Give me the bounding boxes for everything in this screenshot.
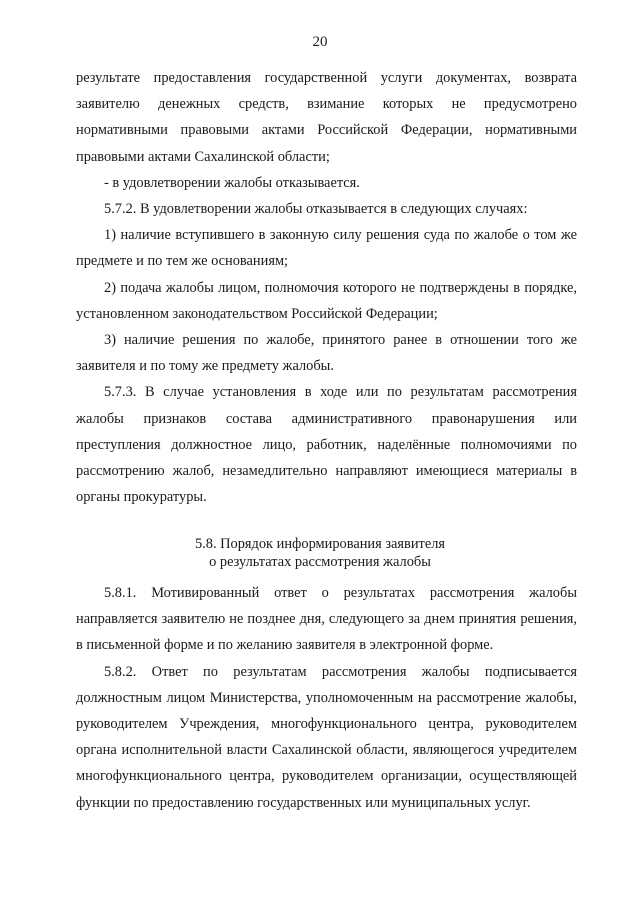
paragraph: 2) подача жалобы лицом, полномочия которого не подтверждены в порядке, установленном законодательством Российской Федерации; xyxy=(76,279,577,322)
paragraph: результате предоставления государственной услуги документах, возврата заявителю денежных средств, взимание которых не предусмотрено нормативными правовыми актами Российской Федерации, нормативными правовыми актами Сахалинской области; xyxy=(76,70,577,165)
paragraph: 5.8.2. Ответ по результатам рассмотрения жалобы подписывается должностным лицом Министерства, уполномоченным на рассмотрение жалобы, руководителем Учреждения, многофункционального центра, руководителем органа исполнительной власти Сахалинской области, являющегося учредителем многофункционального центра, руководителем организации, осуществляющей функции по предоставлению государственных или муниципальных услуг. xyxy=(76,663,577,811)
paragraph: 5.8.1. Мотивированный ответ о результатах рассмотрения жалобы направляется заявителю не позднее дня, следующего за днем принятия решения, в письменной форме и по желанию заявителя в электронной форме. xyxy=(76,585,577,654)
section-heading-line: 5.8. Порядок информирования заявителя xyxy=(194,536,446,552)
section-heading xyxy=(0,535,640,571)
paragraph: 3) наличие решения по жалобе, принятого ранее в отношении того же заявителя и по тому же предмету жалобы. xyxy=(76,332,577,375)
paragraph: - в удовлетворении жалобы отказывается. xyxy=(104,174,360,191)
paragraph: 5.7.2. В удовлетворении жалобы отказывается в следующих случаях: xyxy=(104,201,528,218)
text-block-upper xyxy=(76,65,577,510)
text-block-lower xyxy=(76,580,577,816)
section-heading-line: о результатах рассмотрения жалобы xyxy=(209,554,431,570)
page-number: 20 xyxy=(312,34,328,50)
paragraph: 1) наличие вступившего в законную силу решения суда по жалобе о том же предмете и по тем же основаниям; xyxy=(76,227,577,270)
paragraph: 5.7.3. В случае установления в ходе или по результатам рассмотрения жалобы признаков состава административного правонарушения или преступления должностное лицо, работник, наделённые полномочиями по рассмотрению жалоб, незамедлительно направляют имеющиеся материалы в органы прокуратуры. xyxy=(76,384,577,506)
